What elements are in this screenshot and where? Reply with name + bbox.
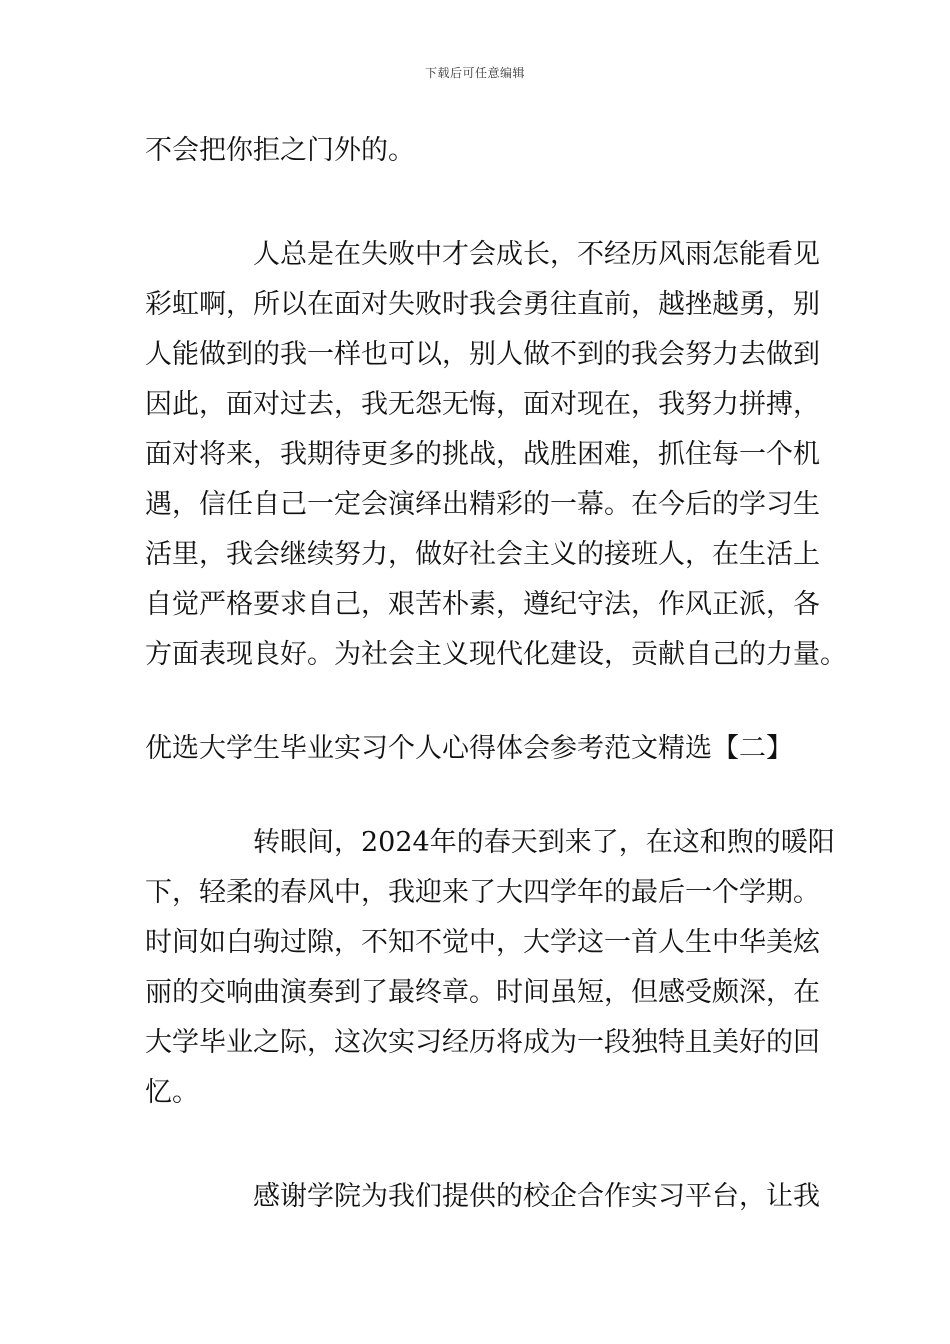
text-line: 丽的交响曲演奏到了最终章。时间虽短，但感受颇深，在: [145, 977, 820, 1008]
text-line: 人能做到的我一样也可以，别人做不到的我会努力去做到: [145, 339, 820, 370]
text-line: 转眼间，2024年的春天到来了，在这和煦的暖阳: [253, 827, 835, 858]
paragraph-continuation: [145, 126, 810, 176]
paragraph-spring: [145, 818, 835, 1118]
text-line: 大学毕业之际，这次实习经历将成为一段独特且美好的回: [145, 1027, 820, 1058]
text-line: 因此，面对过去，我无怨无悔，面对现在，我努力拼搏，: [145, 389, 820, 420]
document-body: [145, 126, 847, 1222]
text-line: 不会把你拒之门外的。: [145, 135, 415, 166]
text-line: 自觉严格要求自己，艰苦朴素，遵纪守法，作风正派，各: [145, 589, 820, 620]
text-line: 下，轻柔的春风中，我迎来了大四学年的最后一个学期。: [145, 877, 820, 908]
text-line: 活里，我会继续努力，做好社会主义的接班人，在生活上: [145, 539, 820, 570]
text-line: 时间如白驹过隙，不知不觉中，大学这一首人生中华美炫: [145, 927, 820, 958]
paragraph-failure-growth: [145, 230, 847, 680]
section-heading: 优选大学生毕业实习个人心得体会参考范文精选【二】: [145, 733, 793, 764]
paragraph-thanks: [145, 1172, 820, 1222]
text-line: 面对将来，我期待更多的挑战，战胜困难，抓住每一个机: [145, 439, 820, 470]
text-line: 感谢学院为我们提供的校企合作实习平台，让我: [253, 1181, 820, 1212]
text-line: 人总是在失败中才会成长，不经历风雨怎能看见: [253, 239, 820, 270]
text-line: 彩虹啊，所以在面对失败时我会勇往直前，越挫越勇，别: [145, 289, 820, 320]
text-line: 遇，信任自己一定会演绎出精彩的一幕。在今后的学习生: [145, 489, 820, 520]
page-header: 下载后可任意编辑: [424, 66, 525, 80]
text-line: 方面表现良好。为社会主义现代化建设，贡献自己的力量。: [145, 639, 847, 670]
text-line: 忆。: [145, 1077, 199, 1108]
